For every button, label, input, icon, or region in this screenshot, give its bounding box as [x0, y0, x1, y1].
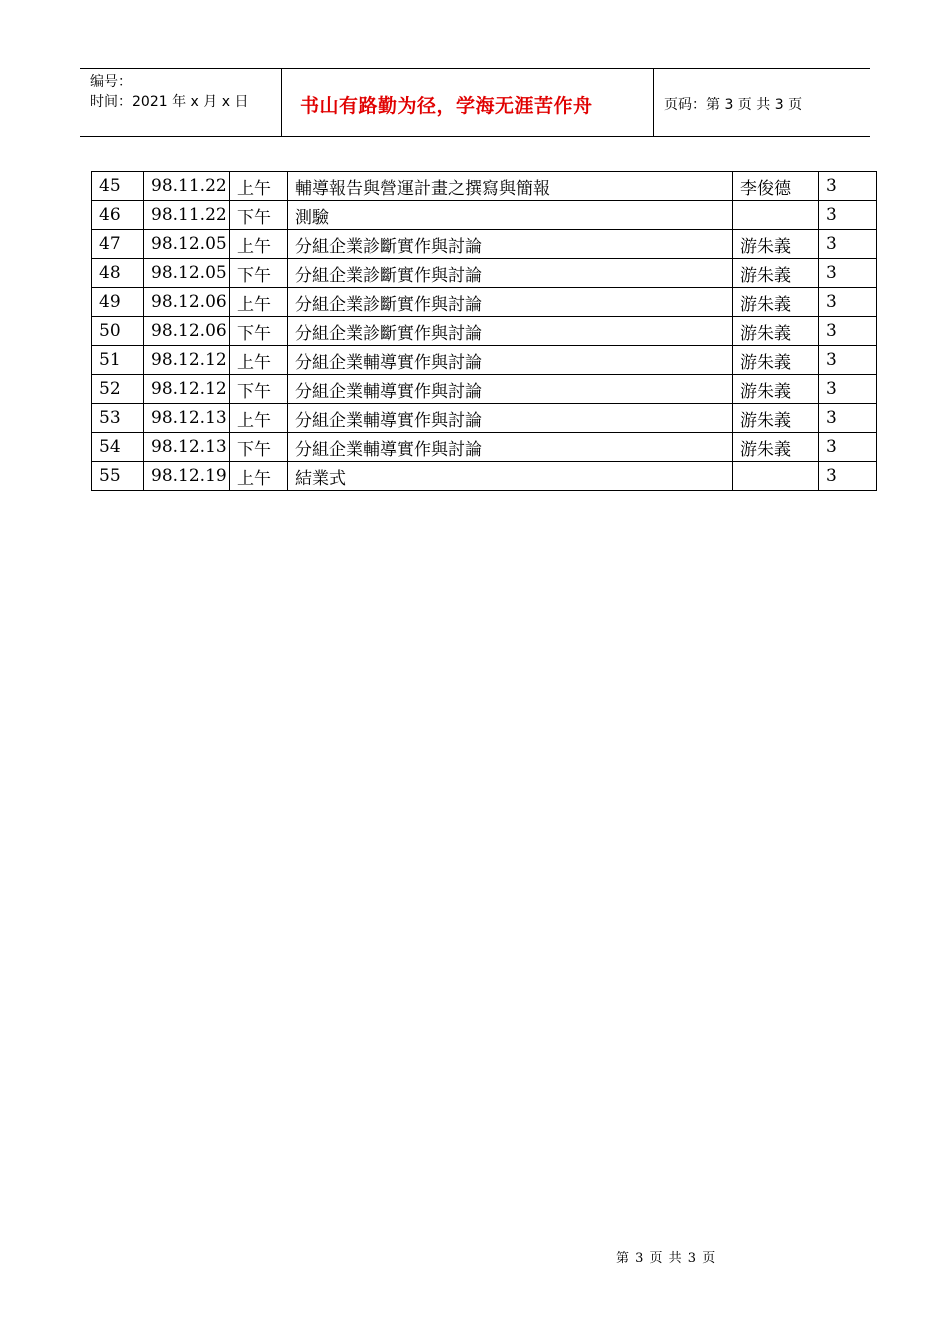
session-number-cell: 54 [92, 433, 144, 462]
session-time-cell: 上午 [230, 404, 288, 433]
session-number-cell: 45 [92, 172, 144, 201]
session-time-cell: 上午 [230, 346, 288, 375]
instructor-name-cell: 游朱義 [733, 288, 819, 317]
header-page-number: 页码：第 3 页 共 3 页 [664, 97, 803, 113]
session-number-cell: 46 [92, 201, 144, 230]
instructor-name-cell: 游朱義 [733, 317, 819, 346]
instructor-name-cell [733, 201, 819, 230]
session-number-cell: 51 [92, 346, 144, 375]
header-meta [80, 69, 282, 136]
session-number-cell: 48 [92, 259, 144, 288]
course-title-cell: 分組企業診斷實作與討論 [288, 317, 733, 346]
session-date-cell: 98.12.06 [144, 288, 230, 317]
document-number-label: 编号： [90, 74, 132, 90]
session-hours-cell: 3 [819, 433, 877, 462]
table-row [92, 259, 877, 288]
session-number-cell: 52 [92, 375, 144, 404]
session-date-cell: 98.11.22 [144, 201, 230, 230]
course-title-cell: 分組企業診斷實作與討論 [288, 230, 733, 259]
session-date-cell: 98.12.13 [144, 404, 230, 433]
table-row [92, 462, 877, 491]
session-date-cell: 98.12.06 [144, 317, 230, 346]
session-hours-cell: 3 [819, 288, 877, 317]
course-title-cell: 輔導報告與營運計畫之撰寫與簡報 [288, 172, 733, 201]
session-date-cell: 98.11.22 [144, 172, 230, 201]
session-hours-cell: 3 [819, 462, 877, 491]
course-title-cell: 分組企業輔導實作與討論 [288, 433, 733, 462]
header-page-cell [654, 69, 870, 136]
session-time-cell: 下午 [230, 433, 288, 462]
session-hours-cell: 3 [819, 172, 877, 201]
table-row [92, 288, 877, 317]
table-row [92, 317, 877, 346]
schedule-table [91, 171, 877, 491]
session-time-cell: 下午 [230, 317, 288, 346]
session-time-cell: 下午 [230, 375, 288, 404]
schedule-table-body [92, 172, 877, 491]
table-row [92, 201, 877, 230]
session-date-cell: 98.12.12 [144, 346, 230, 375]
session-number-cell: 50 [92, 317, 144, 346]
table-row [92, 433, 877, 462]
session-hours-cell: 3 [819, 317, 877, 346]
session-number-cell: 53 [92, 404, 144, 433]
course-title-cell: 結業式 [288, 462, 733, 491]
page-footer: 第 3 页 共 3 页 [616, 1251, 717, 1266]
page-header [80, 68, 870, 137]
session-time-cell: 下午 [230, 259, 288, 288]
document-date-label: 时间：2021 年 x 月 x 日 [90, 94, 249, 110]
instructor-name-cell: 李俊德 [733, 172, 819, 201]
course-title-cell: 分組企業診斷實作與討論 [288, 288, 733, 317]
session-number-cell: 55 [92, 462, 144, 491]
session-time-cell: 上午 [230, 172, 288, 201]
session-hours-cell: 3 [819, 201, 877, 230]
instructor-name-cell: 游朱義 [733, 346, 819, 375]
instructor-name-cell: 游朱義 [733, 230, 819, 259]
course-title-cell: 測驗 [288, 201, 733, 230]
course-title-cell: 分組企業診斷實作與討論 [288, 259, 733, 288]
session-date-cell: 98.12.13 [144, 433, 230, 462]
session-date-cell: 98.12.12 [144, 375, 230, 404]
session-hours-cell: 3 [819, 346, 877, 375]
session-number-cell: 47 [92, 230, 144, 259]
session-time-cell: 下午 [230, 201, 288, 230]
session-date-cell: 98.12.19 [144, 462, 230, 491]
session-hours-cell: 3 [819, 259, 877, 288]
session-time-cell: 上午 [230, 288, 288, 317]
table-row [92, 172, 877, 201]
session-hours-cell: 3 [819, 230, 877, 259]
session-hours-cell: 3 [819, 375, 877, 404]
session-hours-cell: 3 [819, 404, 877, 433]
table-row [92, 230, 877, 259]
table-row [92, 375, 877, 404]
course-title-cell: 分組企業輔導實作與討論 [288, 404, 733, 433]
session-time-cell: 上午 [230, 462, 288, 491]
instructor-name-cell: 游朱義 [733, 259, 819, 288]
course-title-cell: 分組企業輔導實作與討論 [288, 346, 733, 375]
header-motto: 书山有路勤为径，学海无涯苦作舟 [300, 95, 593, 117]
session-date-cell: 98.12.05 [144, 259, 230, 288]
session-time-cell: 上午 [230, 230, 288, 259]
course-title-cell: 分組企業輔導實作與討論 [288, 375, 733, 404]
instructor-name-cell: 游朱義 [733, 433, 819, 462]
table-row [92, 346, 877, 375]
instructor-name-cell: 游朱義 [733, 375, 819, 404]
instructor-name-cell [733, 462, 819, 491]
header-motto-cell [282, 69, 654, 136]
session-number-cell: 49 [92, 288, 144, 317]
table-row [92, 404, 877, 433]
instructor-name-cell: 游朱義 [733, 404, 819, 433]
session-date-cell: 98.12.05 [144, 230, 230, 259]
